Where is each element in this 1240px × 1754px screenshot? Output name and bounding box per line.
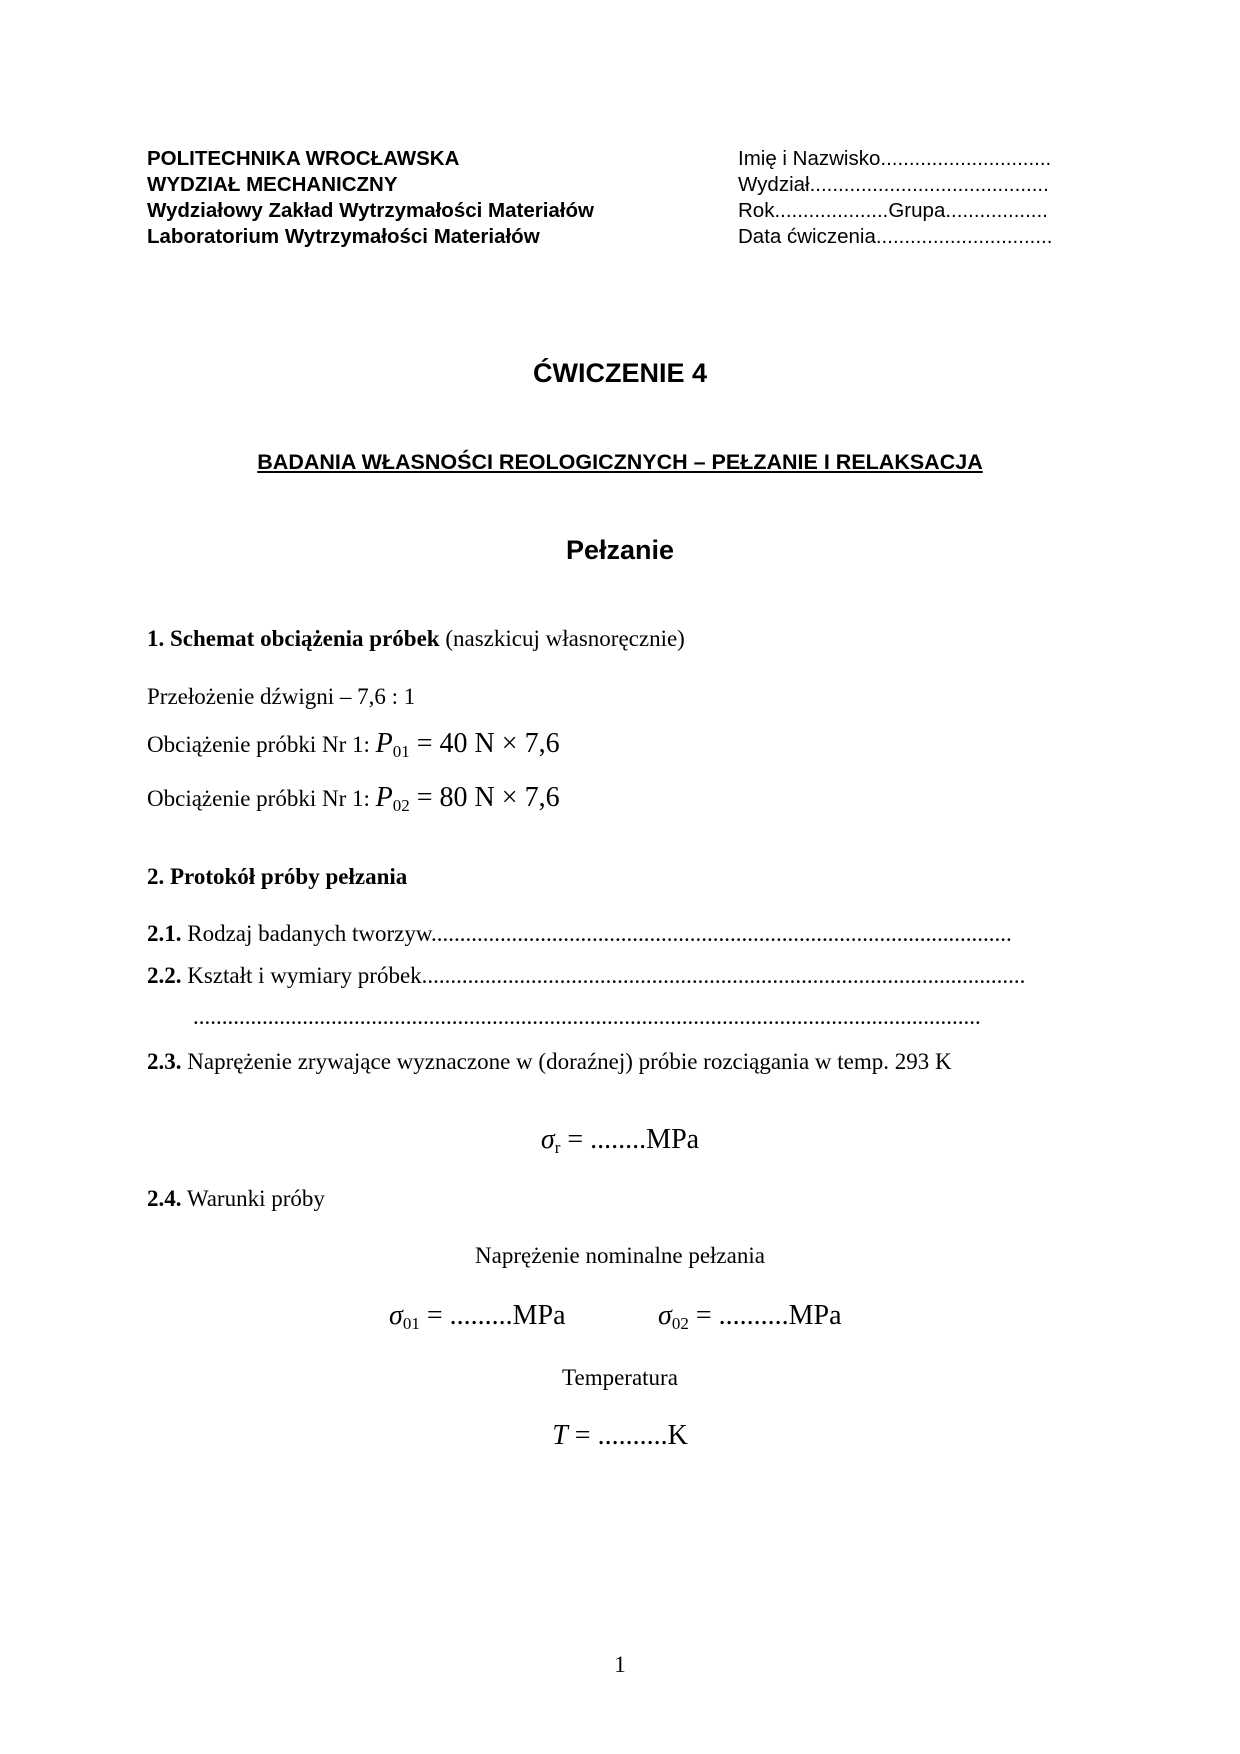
sigma-01-subscript: 01 — [402, 1314, 420, 1333]
load-1-expression: = 40 N × 7,6 — [409, 728, 560, 759]
item-2-4-number: 2.4. — [147, 1186, 182, 1211]
temperature-expression: = ..........K — [567, 1420, 688, 1451]
name-field: Imię i Nazwisko.............................. — [738, 147, 1052, 170]
section-title: Pełzanie — [565, 535, 675, 565]
institution-block — [147, 146, 594, 250]
item-2-2-number: 2.2. — [147, 963, 182, 988]
sigma-r-expression: = ........MPa — [560, 1124, 700, 1155]
section-1-heading-note: (naszkicuj własnoręcznie) — [439, 626, 685, 651]
temperature-formula — [0, 1420, 1240, 1452]
sigma-02-subscript: 02 — [671, 1314, 689, 1333]
faculty-name: WYDZIAŁ MECHANICZNY — [147, 173, 398, 196]
sigma-r-subscript: r — [554, 1138, 561, 1157]
section-1-heading-bold: 1. Schemat obciążenia próbek — [147, 626, 440, 651]
item-2-2-fill-line: ......................................................................................................... — [421, 963, 1026, 988]
university-name: POLITECHNIKA WROCŁAWSKA — [147, 147, 460, 170]
sigma-r-formula — [0, 1124, 1240, 1156]
load-1-subscript: 01 — [392, 742, 410, 761]
item-2-1-number: 2.1. — [147, 921, 182, 946]
item-2-3-text: Naprężenie zrywające wyznaczone w (doraźnej) próbie rozciągania w temp. 293 K — [181, 1049, 952, 1074]
faculty-field: Wydział.......................................... — [738, 173, 1049, 196]
load-2-symbol: P — [375, 782, 393, 813]
sigma-02-expression: = ..........MPa — [688, 1300, 842, 1331]
section-1-heading — [147, 626, 685, 652]
laboratory-name: Laboratorium Wytrzymałości Materiałów — [147, 225, 540, 248]
item-2-4-text: Warunki próby — [181, 1186, 325, 1211]
department-name: Wydziałowy Zakład Wytrzymałości Materiałów — [147, 199, 594, 222]
temperature-symbol: T — [552, 1420, 568, 1451]
date-field: Data ćwiczenia............................... — [738, 225, 1053, 248]
year-group-field: Rok....................Grupa.................. — [738, 199, 1048, 222]
load-1-line — [147, 728, 560, 760]
item-2-2-text: Kształt i wymiary próbek — [181, 963, 422, 988]
sigma-r-symbol: σ — [540, 1124, 555, 1155]
load-2-subscript: 02 — [392, 796, 410, 815]
sigma-01-symbol: σ — [389, 1300, 403, 1331]
item-2-1-fill-line: ..................................................................................................... — [431, 921, 1012, 946]
item-2-4 — [147, 1186, 325, 1212]
load-2-label: Obciążenie próbki Nr 1: — [147, 786, 376, 811]
nominal-stress-label: Naprężenie nominalne pełzania — [475, 1243, 765, 1268]
item-2-2 — [147, 963, 1025, 989]
sigma-02-formula — [658, 1300, 842, 1332]
item-2-3 — [147, 1049, 952, 1075]
item-2-1-text: Rodzaj badanych tworzyw — [181, 921, 432, 946]
load-2-line — [147, 782, 560, 814]
sigma-01-formula — [389, 1300, 566, 1332]
student-info-block — [738, 146, 1052, 250]
sigma-02-symbol: σ — [658, 1300, 672, 1331]
load-1-formula — [376, 728, 560, 759]
section-2-heading: 2. Protokół próby pełzania — [147, 864, 408, 889]
item-2-2-fill-line-2: ......................................................................................................................................... — [193, 1004, 981, 1029]
load-2-formula — [376, 782, 560, 813]
exercise-title: ĆWICZENIE 4 — [532, 358, 707, 388]
load-2-expression: = 80 N × 7,6 — [409, 782, 560, 813]
sigma-01-expression: = .........MPa — [419, 1300, 566, 1331]
load-1-symbol: P — [375, 728, 393, 759]
lever-ratio: Przełożenie dźwigni – 7,6 : 1 — [147, 684, 416, 709]
item-2-1 — [147, 921, 1012, 947]
item-2-3-number: 2.3. — [147, 1049, 182, 1074]
load-1-label: Obciążenie próbki Nr 1: — [147, 732, 376, 757]
temperature-label: Temperatura — [562, 1365, 678, 1390]
exercise-subtitle: BADANIA WŁASNOŚCI REOLOGICZNYCH – PEŁZANIE I RELAKSACJA — [257, 450, 983, 474]
page-number: 1 — [614, 1652, 626, 1677]
